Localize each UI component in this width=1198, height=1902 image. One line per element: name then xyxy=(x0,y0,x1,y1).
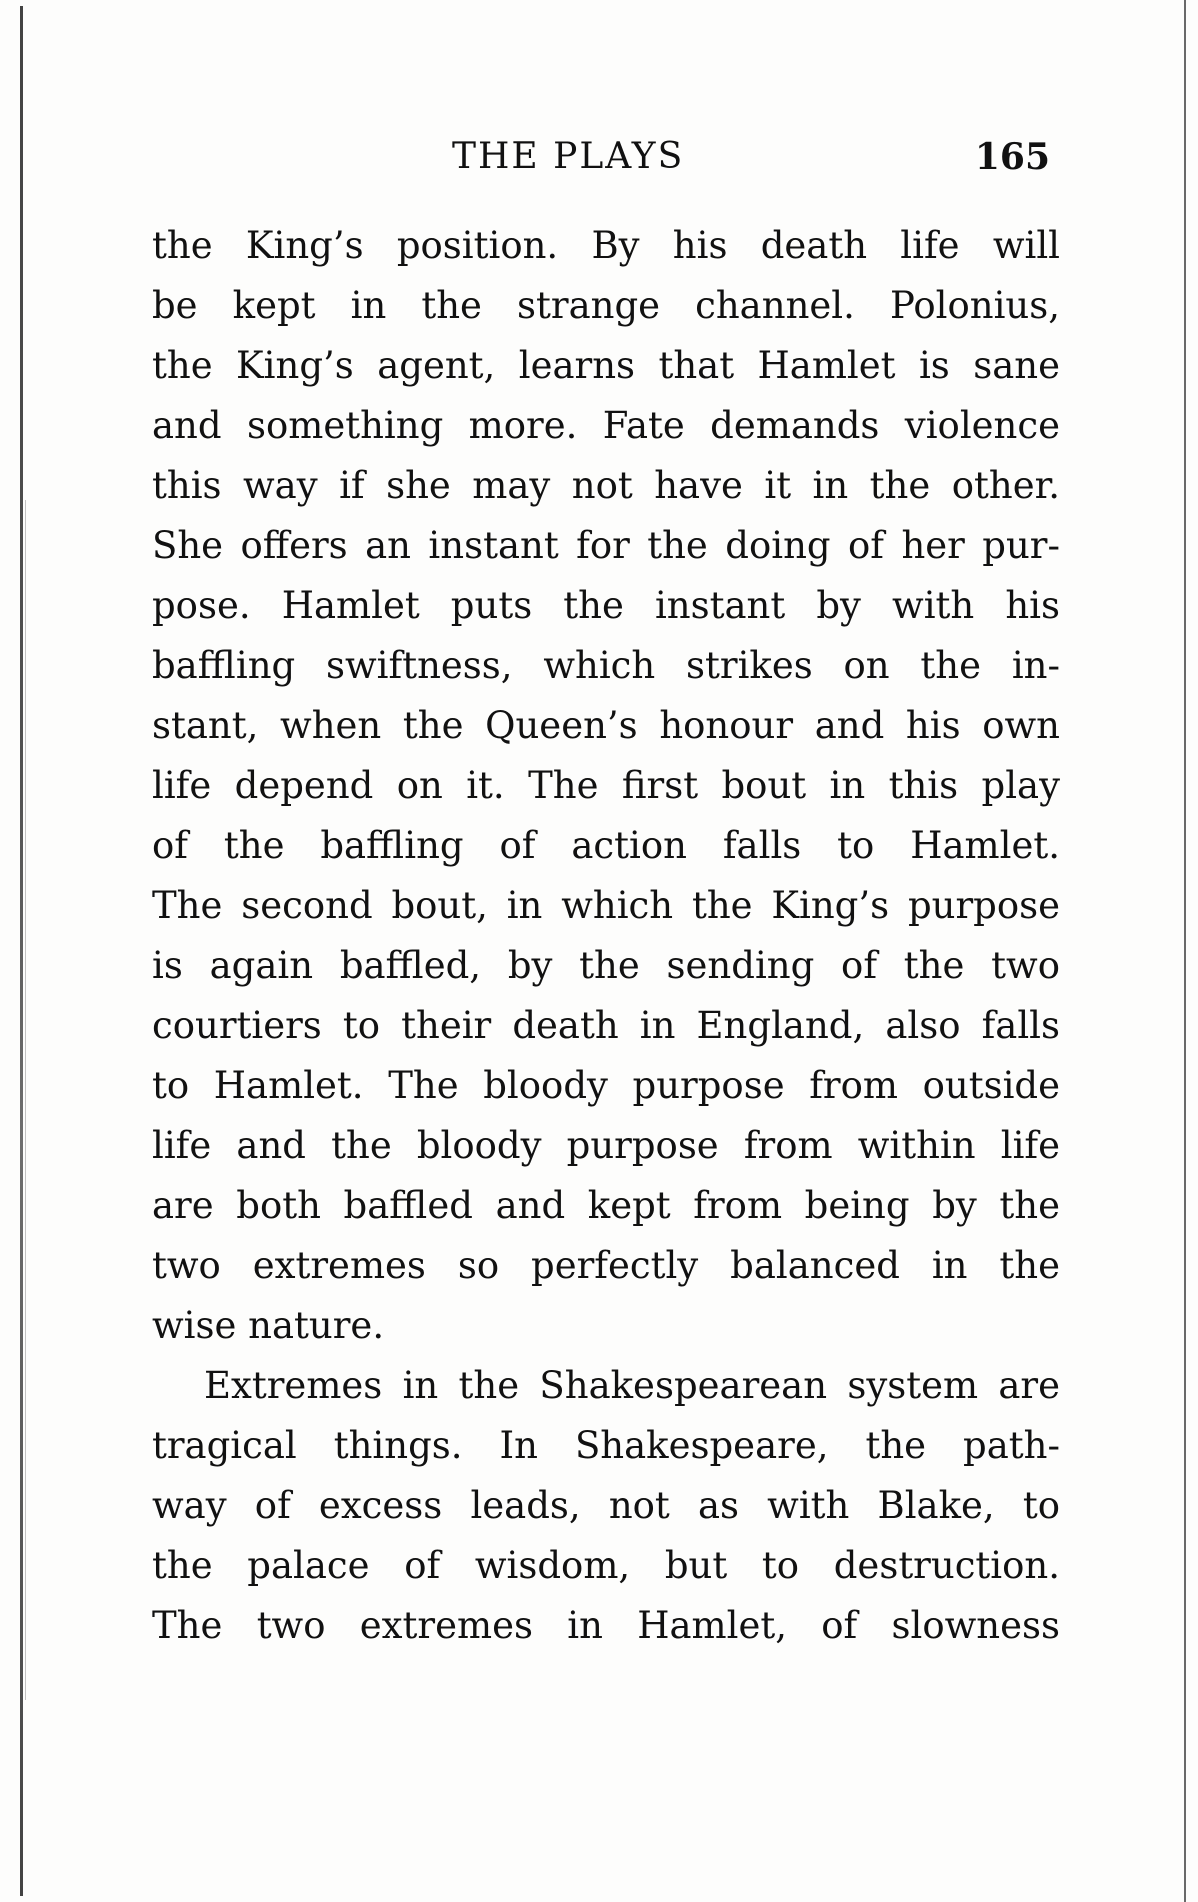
text-line: tragical things. In Shakespeare, the path- xyxy=(152,1424,1060,1467)
text-line: wise nature. xyxy=(152,1304,385,1347)
text-line: the King’s position. By his death life will xyxy=(152,224,1060,267)
text-line: of the baffling of action falls to Hamlet. xyxy=(152,824,1060,867)
binding-edge xyxy=(20,6,23,1896)
page-edge xyxy=(1184,0,1186,1902)
binding-edge-shadow xyxy=(25,500,26,1700)
text-line: The second bout, in which the King’s purpose xyxy=(152,884,1060,927)
paragraph xyxy=(152,216,1060,1356)
text-line: way of excess leads, not as with Blake, to xyxy=(152,1484,1060,1527)
text-line: are both baffled and kept from being by the xyxy=(152,1184,1060,1227)
running-head-title: THE PLAYS xyxy=(452,136,685,177)
body-text xyxy=(152,216,1060,1656)
text-line: life depend on it. The first bout in this play xyxy=(152,764,1060,807)
page-number: 165 xyxy=(974,136,1050,178)
text-line: this way if she may not have it in the other. xyxy=(152,464,1060,507)
text-line: baffling swiftness, which strikes on the in- xyxy=(152,644,1060,687)
text-line: to Hamlet. The bloody purpose from outside xyxy=(152,1064,1060,1107)
text-line: She offers an instant for the doing of her pur- xyxy=(152,524,1060,567)
text-line: stant, when the Queen’s honour and his own xyxy=(152,704,1060,747)
text-line: is again baffled, by the sending of the two xyxy=(152,944,1060,987)
text-line: and something more. Fate demands violence xyxy=(152,404,1060,447)
text-line: two extremes so perfectly balanced in the xyxy=(152,1244,1060,1287)
text-line: Extremes in the Shakespearean system are xyxy=(204,1364,1060,1407)
text-line: pose. Hamlet puts the instant by with his xyxy=(152,584,1060,627)
text-line: the palace of wisdom, but to destruction. xyxy=(152,1544,1060,1587)
paragraph xyxy=(152,1356,1060,1656)
text-line: the King’s agent, learns that Hamlet is sane xyxy=(152,344,1060,387)
text-line: life and the bloody purpose from within life xyxy=(152,1124,1060,1167)
running-head xyxy=(152,136,1060,186)
text-line: courtiers to their death in England, also falls xyxy=(152,1004,1060,1047)
text-line: The two extremes in Hamlet, of slowness xyxy=(152,1604,1060,1647)
text-line: be kept in the strange channel. Polonius, xyxy=(152,284,1060,327)
